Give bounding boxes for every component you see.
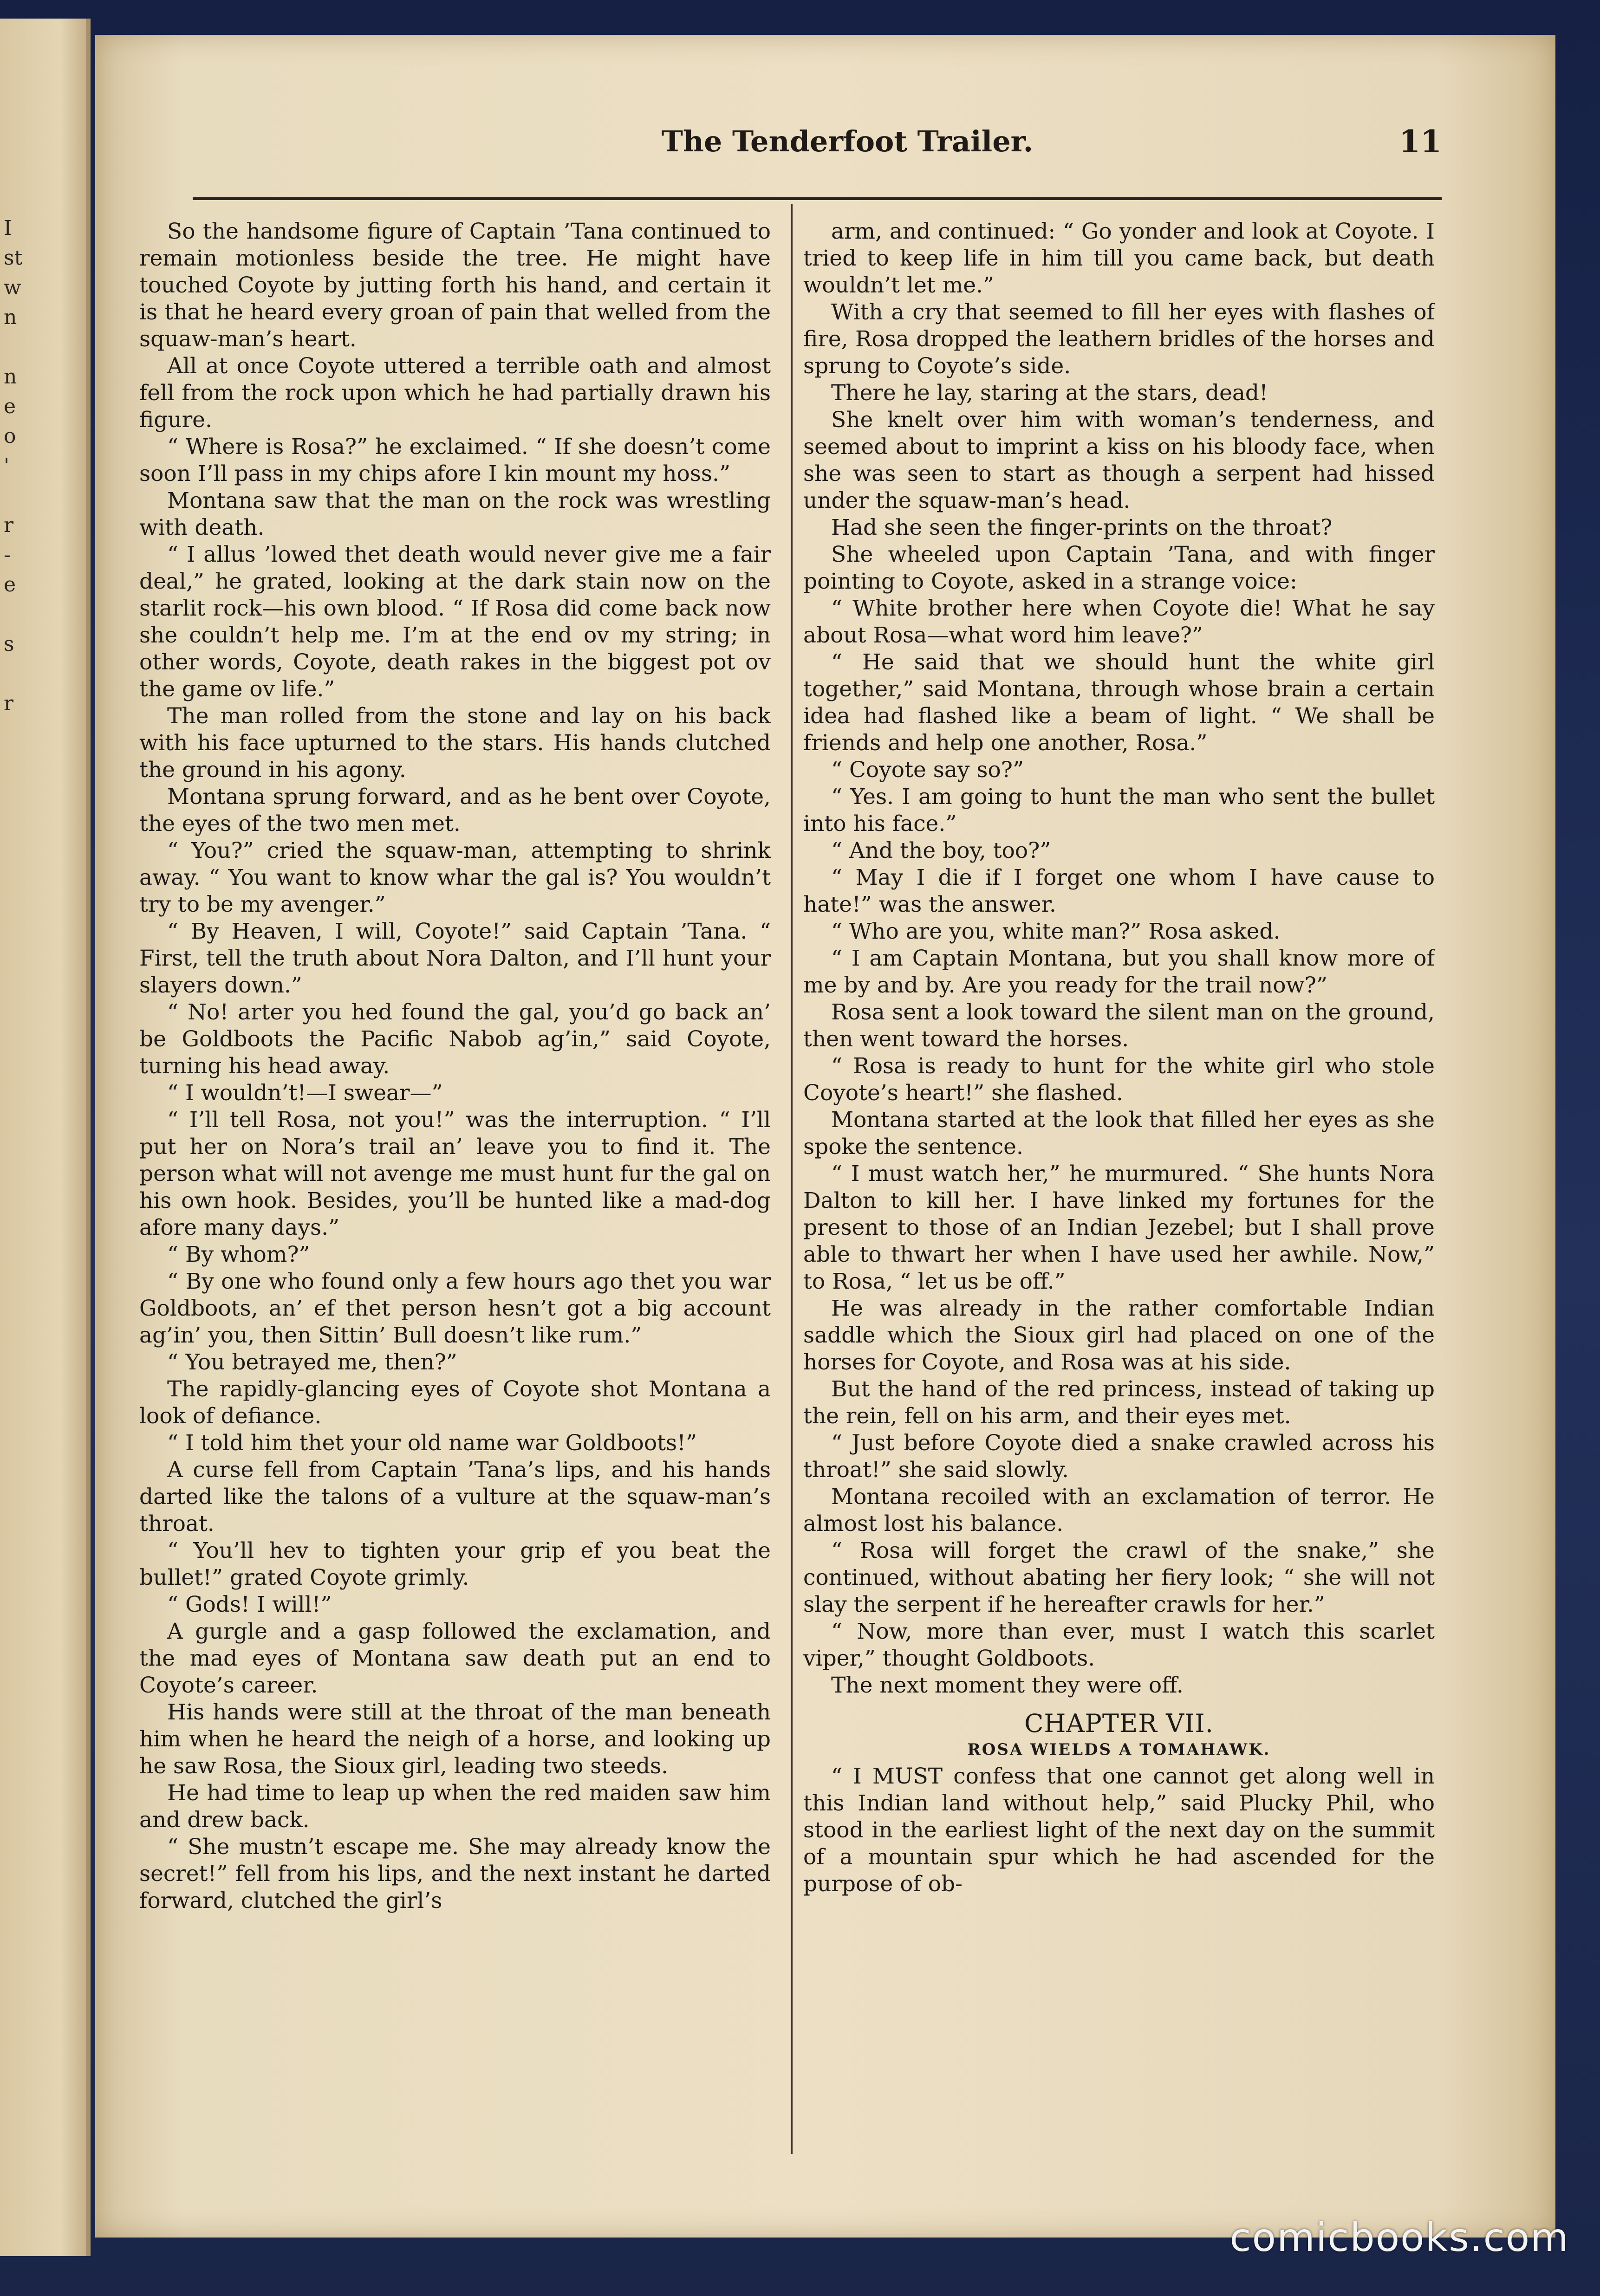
right-column-paragraph: “ Coyote say so?” <box>831 757 1024 783</box>
right-column-paragraph: Had she seen the finger-prints on the throat? <box>831 515 1333 540</box>
right-column-paragraph: “ He said that we should hunt the white girl together,” said Montana, through whose brain a certain idea had flashed like a beam of light. “ We shall be friends and help one another, Rosa.” <box>803 649 1435 756</box>
previous-page-fragment: I <box>4 216 12 240</box>
left-column-paragraph: “ By whom?” <box>167 1242 310 1267</box>
chapter-subheading: ROSA WIELDS A TOMAHAWK. <box>967 1740 1271 1759</box>
page-number: 11 <box>1399 123 1442 160</box>
previous-page-fragment: r <box>4 692 14 715</box>
right-column-paragraph: But the hand of the red princess, instead of taking up the rein, fell on his arm, and their eyes met. <box>803 1376 1435 1429</box>
left-column-paragraph: “ Gods! I will!” <box>167 1592 332 1617</box>
previous-page-fragment <box>4 600 32 629</box>
right-column-paragraph: “ Who are you, white man?” Rosa asked. <box>831 919 1281 944</box>
right-column-paragraph: He was already in the rather comfortable Indian saddle which the Sioux girl had placed on one of the horses for Coyote, and Rosa was at his side. <box>803 1296 1435 1375</box>
right-column-paragraph: arm, and continued: “ Go yonder and look at Coyote. I tried to keep life in him till you came back, but death wouldn’t let me.” <box>803 219 1435 298</box>
left-column-paragraph: “ I’ll tell Rosa, not you!” was the interruption. “ I’ll put her on Nora’s trail an’ leave you to find it. The person what will not avenge me must hunt fur the gal on his own hook. Besides, you’ll be hunted like a mad-dog afore many days.” <box>139 1107 771 1240</box>
left-column-paragraph: “ By Heaven, I will, Coyote!” said Captain ’Tana. “ First, tell the truth about Nora Dalton, and I’ll hunt your slayers down.” <box>139 919 771 998</box>
chapter-paragraph: “ I MUST confess that one cannot get along well in this Indian land without help,” said Plucky Phil, who stood in the earliest light of the next day on the summit of a mountain spur which he had ascended for the purpose of ob- <box>803 1764 1435 1897</box>
left-column-paragraph: A gurgle and a gasp followed the exclamation, and the mad eyes of Montana saw death put an end to Coyote’s career. <box>139 1619 771 1698</box>
right-column-paragraph: “ And the boy, too?” <box>831 838 1051 863</box>
left-column-paragraph: All at once Coyote uttered a terrible oath and almost fell from the rock upon which he had partially drawn his figure. <box>139 353 771 433</box>
right-column-paragraph: She wheeled upon Captain ’Tana, and with finger pointing to Coyote, asked in a strange voice: <box>803 542 1435 594</box>
left-column-paragraph: “ You betrayed me, then?” <box>167 1349 457 1375</box>
previous-page-fragment: ' <box>4 454 10 478</box>
left-column-paragraph: “ I wouldn’t!—I swear—” <box>167 1080 443 1106</box>
left-column-paragraph: The man rolled from the stone and lay on his back with his face upturned to the stars. His hands clutched the ground in his agony. <box>139 703 771 783</box>
left-column-paragraph: Montana saw that the man on the rock was wrestling with death. <box>139 488 771 540</box>
previous-page-text-fragments <box>4 214 32 719</box>
left-column-paragraph: So the handsome figure of Captain ’Tana continued to remain motionless beside the tree. He might have touched Coyote by jutting forth his hand, and certain it is that he heard every groan of pain that welled from the squaw-man’s heart. <box>139 219 771 352</box>
right-column-paragraph: “ Now, more than ever, must I watch this scarlet viper,” thought Goldboots. <box>803 1619 1435 1671</box>
left-column-paragraph: “ You’ll hev to tighten your grip ef you beat the bullet!” grated Coyote grimly. <box>139 1538 771 1590</box>
right-column-paragraph: “ Rosa will forget the crawl of the snake,” she continued, without abating her fiery look; “ she will not slay the serpent if he hereafter crawls for her.” <box>803 1538 1435 1617</box>
right-column-paragraph: She knelt over him with woman’s tenderness, and seemed about to imprint a kiss on his bloody face, when she was seen to start as though a serpent had hissed under the squaw-man’s head. <box>803 407 1435 513</box>
previous-page-fragment: r <box>4 513 14 537</box>
left-column-paragraph: “ No! arter you hed found the gal, you’d go back an’ be Goldboots the Pacific Nabob ag’in,” said Coyote, turning his head away. <box>139 999 771 1079</box>
right-column-paragraph: “ Just before Coyote died a snake crawled across his throat!” she said slowly. <box>803 1430 1435 1483</box>
right-column-paragraph: Montana started at the look that filled her eyes as she spoke the sentence. <box>803 1107 1435 1160</box>
previous-page-edge <box>0 19 91 2256</box>
previous-page-fragment: n <box>4 305 17 329</box>
left-column-paragraph: “ I told him thet your old name war Goldboots!” <box>167 1430 697 1456</box>
right-column-paragraph: “ May I die if I forget one whom I have cause to hate!” was the answer. <box>803 865 1435 917</box>
previous-page-fragment: n <box>4 365 17 389</box>
right-text-column <box>803 218 1435 2159</box>
left-column-paragraph: “ Where is Rosa?” he exclaimed. “ If she doesn’t come soon I’ll pass in my chips afore I kin mount my hoss.” <box>139 434 771 486</box>
left-column-paragraph: Montana sprung forward, and as he bent over Coyote, the eyes of the two men met. <box>139 784 771 837</box>
watermark-logo: comicbooks.com <box>1229 2215 1569 2260</box>
previous-page-fragment <box>4 332 32 362</box>
previous-page-fragment: o <box>4 424 16 448</box>
right-column-paragraph: Rosa sent a look toward the silent man on the ground, then went toward the horses. <box>803 999 1435 1052</box>
right-column-paragraph: Montana recoiled with an exclamation of terror. He almost lost his balance. <box>803 1484 1435 1537</box>
chapter-paragraphs <box>803 1763 1435 1898</box>
right-column-paragraph: There he lay, staring at the stars, dead! <box>831 380 1268 406</box>
previous-page-fragment <box>4 659 32 689</box>
left-text-column <box>139 218 771 2159</box>
right-column-paragraph: With a cry that seemed to fill her eyes with flashes of fire, Rosa dropped the leathern bridles of the horses and sprung to Coyote’s side. <box>803 299 1435 379</box>
right-column-paragraph: “ White brother here when Coyote die! What he say about Rosa—what word him leave?” <box>803 596 1435 648</box>
previous-page-fragment: s <box>4 632 14 656</box>
right-column-paragraph: “ Rosa is ready to hunt for the white girl who stole Coyote’s heart!” she flashed. <box>803 1053 1435 1106</box>
left-column-paragraph: The rapidly-glancing eyes of Coyote shot Montana a look of defiance. <box>139 1376 771 1429</box>
right-column-paragraph: “ Yes. I am going to hunt the man who sent the bullet into his face.” <box>803 784 1435 837</box>
right-column-paragraphs <box>803 218 1435 1699</box>
left-column-paragraph: He had time to leap up when the red maiden saw him and drew back. <box>139 1780 771 1833</box>
right-column-paragraph: “ I must watch her,” he murmured. “ She hunts Nora Dalton to kill her. I have linked my fortunes for the present to those of an Indian Jezebel; but I shall prove able to thwart her when I have used her awhile. Now,” to Rosa, “ let us be off.” <box>803 1161 1435 1294</box>
header-rule <box>193 197 1442 200</box>
right-column-paragraph: The next moment they were off. <box>831 1673 1184 1698</box>
left-column-paragraph: “ You?” cried the squaw-man, attempting to shrink away. “ You want to know whar the gal is? You wouldn’t try to be my avenger.” <box>139 838 771 917</box>
previous-page-fragment: w <box>4 276 21 299</box>
running-title: The Tenderfoot Trailer. <box>661 124 1034 158</box>
left-column-paragraph: “ By one who found only a few hours ago thet you war Goldboots, an’ ef thet person hesn’t got a big account ag’in’ you, then Sittin’ Bull doesn’t like rum.” <box>139 1269 771 1348</box>
left-column-paragraph: “ I allus ’lowed thet death would never give me a fair deal,” he grated, looking at the dark stain now on the starlit rock—his own blood. “ If Rosa did come back now she couldn’t help me. I’m at the end ov my string; in other words, Coyote, death rakes in the biggest pot ov the game ov life.” <box>139 542 771 702</box>
chapter-heading: CHAPTER VII. <box>1024 1709 1214 1738</box>
previous-page-fragment: e <box>4 395 16 418</box>
column-divider <box>791 204 793 2154</box>
left-column-paragraph: His hands were still at the throat of the man beneath him when he heard the neigh of a horse, and looking up he saw Rosa, the Sioux girl, leading two steeds. <box>139 1699 771 1779</box>
previous-page-fragment: - <box>4 543 11 567</box>
page-header <box>95 107 1442 176</box>
left-column-paragraph: “ She mustn’t escape me. She may already know the secret!” fell from his lips, and the next instant he darted forward, clutched the girl’s <box>139 1834 771 1913</box>
left-column-paragraph: A curse fell from Captain ’Tana’s lips, and his hands darted like the talons of a vulture at the squaw-man’s throat. <box>139 1457 771 1537</box>
previous-page-fragment: e <box>4 573 16 597</box>
right-column-paragraph: “ I am Captain Montana, but you shall know more of me by and by. Are you ready for the trail now?” <box>803 946 1435 998</box>
previous-page-fragment: st <box>4 246 23 270</box>
previous-page-fragment <box>4 481 32 511</box>
